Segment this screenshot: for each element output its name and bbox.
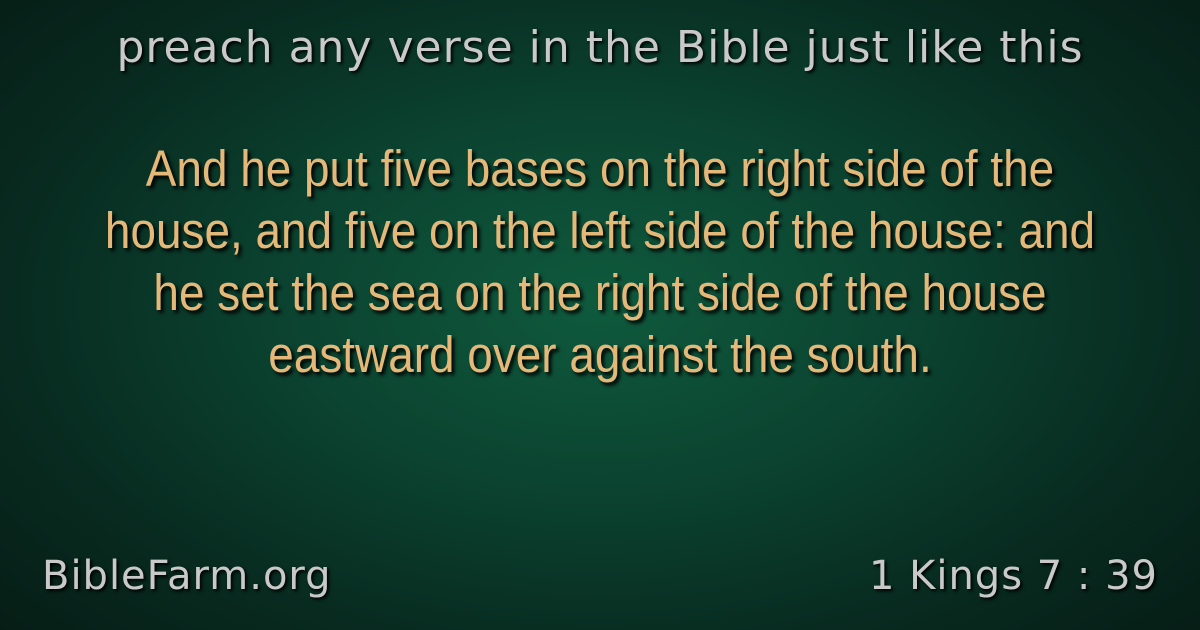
verse-reference: 1 Kings 7 : 39: [868, 553, 1158, 599]
tagline: preach any verse in the Bible just like this: [116, 22, 1084, 73]
site-name: BibleFarm.org: [42, 553, 332, 599]
verse-text: And he put five bases on the right side of the house, and five on the left side of the house: and he set the sea on the right side of the house eastward over against the south.: [104, 140, 1096, 383]
